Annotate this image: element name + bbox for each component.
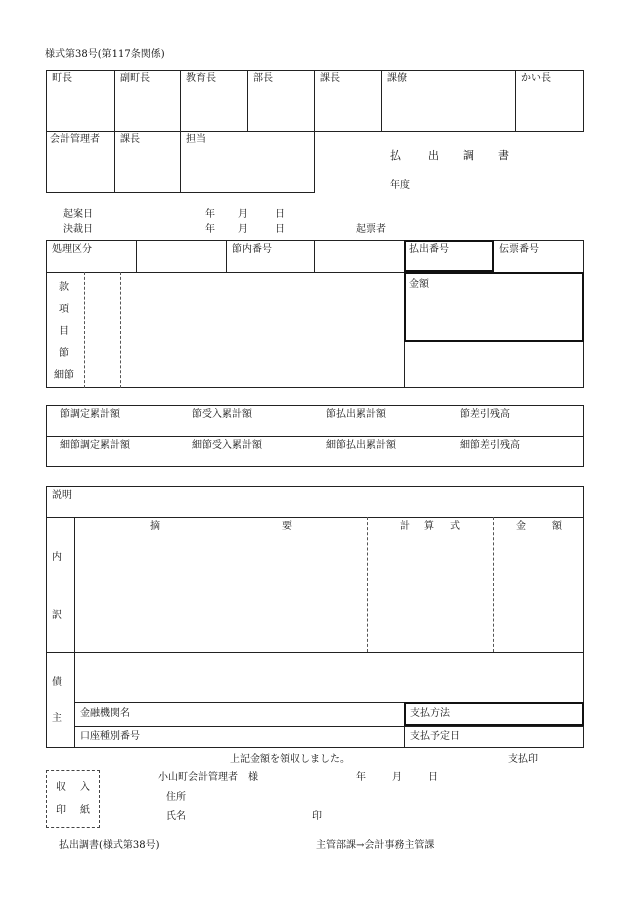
draft-month-label: 月 <box>238 209 248 220</box>
processing-type-label: 処理区分 <box>52 244 92 255</box>
payout-number-label: 払出番号 <box>409 244 449 255</box>
summary-r2-c2: 細節受入累計額 <box>192 440 262 451</box>
amount-col-char-2: 額 <box>552 521 562 532</box>
slip-number-label: 伝票番号 <box>499 244 539 255</box>
formula-col-char-1: 計 <box>400 521 410 532</box>
creditor-nushi-label: 主 <box>52 713 62 724</box>
approver-label-fukucho: 副町長 <box>120 73 150 84</box>
stamp-char-3: 印 <box>56 805 66 816</box>
approver-label-kaicho: かい長 <box>521 73 551 84</box>
approver-label-kaikei: 会計管理者 <box>50 134 100 145</box>
title-char-3: 調 <box>463 149 474 162</box>
summary-r1-c2: 節受入累計額 <box>192 409 252 420</box>
drafter-label: 起票者 <box>356 224 386 235</box>
receipt-year-label: 年 <box>356 772 366 783</box>
stamp-char-1: 収 <box>56 782 66 793</box>
breakdown-wake-label: 訳 <box>52 610 62 621</box>
amount-col-char-1: 金 <box>516 521 526 532</box>
amount-label: 金額 <box>409 279 429 290</box>
fiscal-year-label: 年度 <box>390 180 410 191</box>
title-char-2: 出 <box>428 149 439 162</box>
addressee-label: 小山町会計管理者 様 <box>158 772 258 783</box>
stamp-char-2: 入 <box>80 782 90 793</box>
approver-label-kacho: 課長 <box>320 73 340 84</box>
receipt-statement: 上記金額を領収しました。 <box>230 754 350 765</box>
revenue-stamp-box <box>46 770 100 828</box>
summary-r1-c3: 節払出累計額 <box>326 409 386 420</box>
seal-mark-label: 印 <box>312 811 322 822</box>
draft-date-label: 起案日 <box>63 209 93 220</box>
approval-date-label: 決裁日 <box>63 224 93 235</box>
budget-ko-label: 項 <box>59 304 69 315</box>
stamp-char-4: 紙 <box>80 805 90 816</box>
footer-routing: 主管部課→会計事務主管課 <box>316 840 435 851</box>
scheduled-date-label: 支払予定日 <box>410 731 460 742</box>
approver-label-tanto: 担当 <box>186 134 206 145</box>
receipt-month-label: 月 <box>392 772 402 783</box>
payment-seal-label: 支払印 <box>508 754 538 765</box>
approval-month-label: 月 <box>238 224 248 235</box>
breakdown-uchi-label: 内 <box>52 552 62 563</box>
summary-r2-c3: 細節払出累計額 <box>326 440 396 451</box>
summary-r2-c1: 細節調定累計額 <box>60 440 130 451</box>
bank-name-label: 金融機関名 <box>80 708 130 719</box>
amount-box <box>404 272 584 342</box>
summary-r1-c1: 節調定累計額 <box>60 409 120 420</box>
receipt-day-label: 日 <box>428 772 438 783</box>
draft-year-label: 年 <box>205 209 215 220</box>
title-char-1: 払 <box>390 149 401 162</box>
summary-col-char-1: 摘 <box>150 521 160 532</box>
title-char-4: 書 <box>498 149 509 162</box>
approver-label-cho: 町長 <box>52 73 72 84</box>
payment-method-label: 支払方法 <box>410 708 450 719</box>
form-number: 様式第38号(第117条関係) <box>45 49 165 60</box>
budget-setsu-label: 節 <box>59 348 69 359</box>
summary-r1-c4: 節差引残高 <box>460 409 510 420</box>
draft-day-label: 日 <box>275 209 285 220</box>
summary-col-char-2: 要 <box>282 521 292 532</box>
approver-label-kyoikucho: 教育長 <box>186 73 216 84</box>
summary-r2-c4: 細節差引残高 <box>460 440 520 451</box>
formula-col-char-2: 算 <box>424 521 434 532</box>
approval-day-label: 日 <box>275 224 285 235</box>
account-type-label: 口座種別番号 <box>80 731 140 742</box>
budget-kan-label: 款 <box>59 282 69 293</box>
approver-label-kacho2: 課長 <box>120 134 140 145</box>
creditor-sai-label: 債 <box>52 677 62 688</box>
section-number-label: 節内番号 <box>232 244 272 255</box>
name-label: 氏名 <box>166 811 186 822</box>
budget-saisetsu-label: 細節 <box>54 370 74 381</box>
explanation-label: 説明 <box>52 490 72 501</box>
approval-year-label: 年 <box>205 224 215 235</box>
approver-label-karyo: 課僚 <box>387 73 407 84</box>
budget-moku-label: 目 <box>59 326 69 337</box>
footer-form-name: 払出調書(様式第38号) <box>59 840 160 851</box>
formula-col-char-3: 式 <box>450 521 460 532</box>
address-label: 住所 <box>166 792 186 803</box>
approver-label-bucho: 部長 <box>253 73 273 84</box>
